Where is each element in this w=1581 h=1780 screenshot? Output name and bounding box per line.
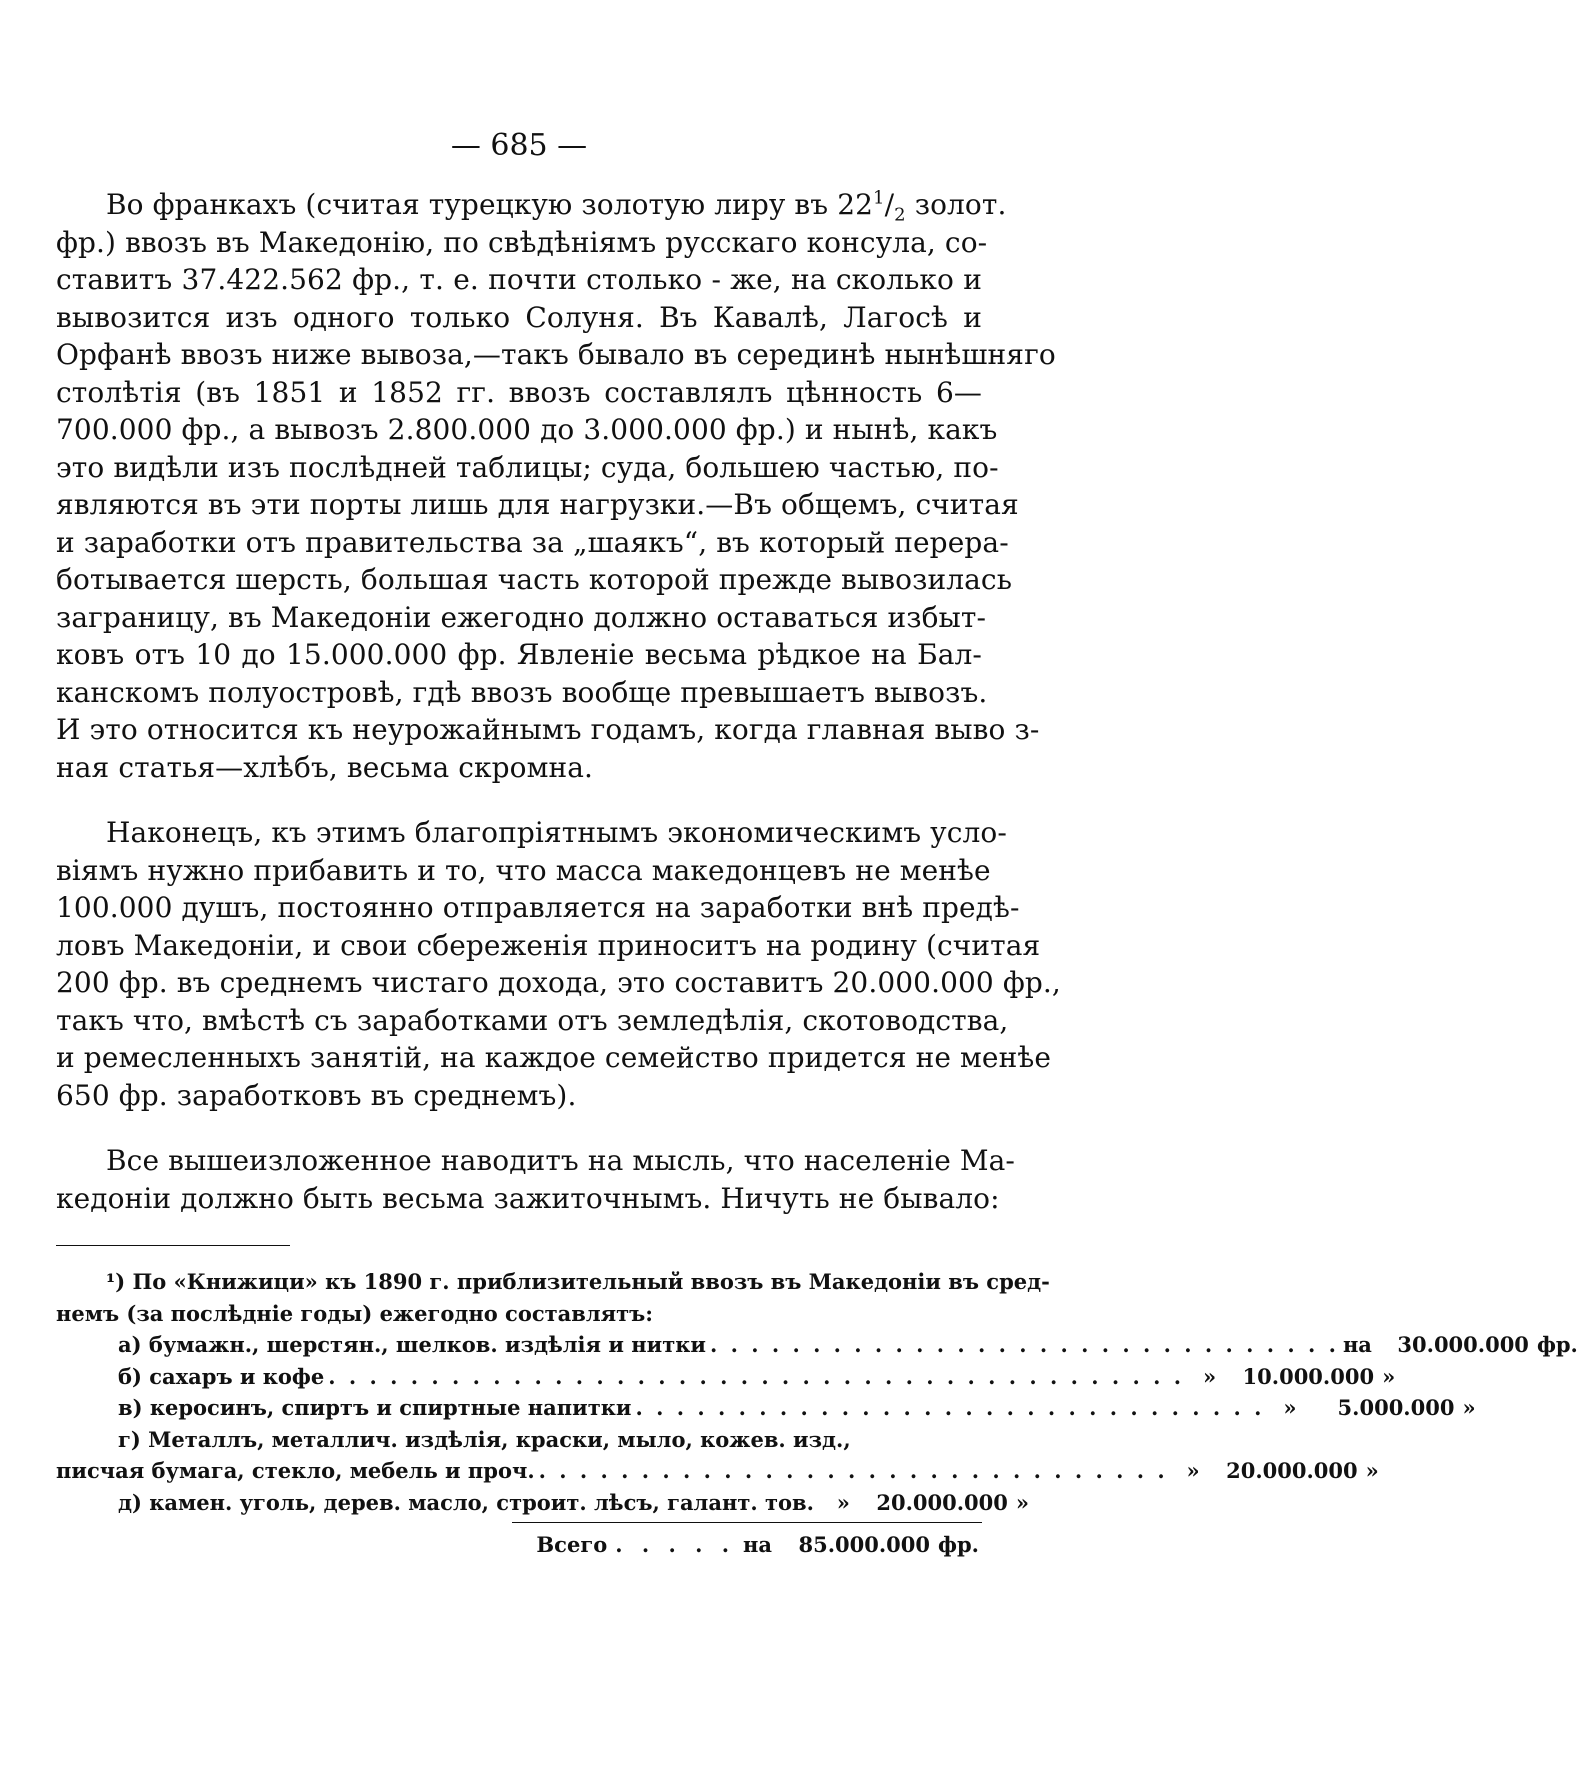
- text-line: вывозится изъ одного только Солуня. Въ Кавалѣ, Лагосѣ и: [56, 300, 982, 334]
- text-line: віямъ нужно прибавить и то, что масса македонцевъ не менѣе: [56, 853, 991, 887]
- text-line: Во франкахъ (считая турецкую золотую лиру въ $22^1/_2$ золот.: [106, 187, 1007, 226]
- fraction-numerator: 1: [873, 187, 885, 209]
- text-line-part: Во франкахъ (считая турецкую золотую лиру въ 22: [106, 188, 874, 221]
- text-line: являются въ эти порты лишь для нагрузки.—Въ общемъ, считая: [56, 488, 1019, 521]
- total-currency: фр.: [938, 1532, 979, 1557]
- footnote-item: [56, 1361, 1396, 1393]
- text-line: ловъ Македоніи, и свои сбереженія приноситъ на родину (считая: [56, 928, 1041, 962]
- leader-dots: . . . . . . . . . . . . . . . . . . . . . . . . . . . . . . . . . . . . . . . . . .: [328, 1363, 1185, 1389]
- text-line: И это относится къ неурожайнымъ годамъ, когда главная выво з-: [56, 713, 1040, 746]
- item-mark: на: [1342, 1332, 1372, 1357]
- total-mark: на: [743, 1532, 772, 1557]
- item-description: писчая бумага, стекло, мебель и проч.: [56, 1458, 535, 1483]
- paragraph-2: [56, 814, 1061, 1114]
- item-currency: »: [1462, 1395, 1476, 1420]
- text-line: Орфанѣ ввозъ ниже вывоза,—такъ бывало въ серединѣ нынѣшняго: [56, 338, 1056, 371]
- footnote-separator: [56, 1245, 290, 1246]
- text-line: 200 фр. въ среднемъ чистаго дохода, это составитъ 20.000.000 фр.,: [56, 966, 1061, 999]
- text-line: канскомъ полуостровѣ, гдѣ ввозъ вообще превышаетъ вывозъ.: [56, 675, 988, 709]
- item-amount: 10.000.000: [1242, 1363, 1375, 1389]
- total-label: Всего: [536, 1532, 608, 1557]
- item-description: а) бумажн., шерстян., шелков. издѣлія и нитки: [118, 1332, 706, 1357]
- text-line: и ремесленныхъ занятій, на каждое семейство придется не менѣе: [56, 1041, 1051, 1074]
- item-description-line: г) Металлъ, металлич. издѣлія, краски, мыло, кожев. изд.,: [118, 1426, 851, 1452]
- page: [56, 126, 1578, 1561]
- item-amount: 20.000.000: [1226, 1458, 1358, 1483]
- text-line: 700.000 фр., а вывозъ 2.800.000 до 3.000.000 фр.) и нынѣ, какъ: [56, 413, 998, 446]
- text-line: Все вышеизложенное наводитъ на мысль, что населеніе Ма-: [106, 1144, 1015, 1177]
- item-currency: »: [1365, 1458, 1379, 1483]
- footnote-intro-line: ¹) По «Книжици» къ 1890 г. приблизительный ввозъ въ Македоніи въ сред-: [106, 1269, 1050, 1294]
- leader-dots: . . . . . . . . . . . . . . . . . . . . . . . . . . . . . . .: [538, 1458, 1168, 1483]
- text-line: фр.) ввозъ въ Македонію, по свѣдѣніямъ русскаго консула, со-: [56, 225, 988, 259]
- paragraph-3: [56, 1142, 1015, 1217]
- item-currency: »: [1382, 1363, 1396, 1389]
- text-line: столѣтія (въ 1851 и 1852 гг. ввозъ составлялъ цѣнность 6—: [56, 375, 982, 409]
- item-description: в) керосинъ, спиртъ и спиртные напитки: [118, 1395, 632, 1420]
- leader-dots: . . . . . . . . . . . . . . . . . . . . . . . . . . . . . . .: [709, 1332, 1339, 1357]
- footnote-total: [56, 1529, 982, 1561]
- text-line: ботывается шерсть, большая часть которой прежде вывозилась: [56, 563, 1013, 596]
- text-line: это видѣли изъ послѣдней таблицы; суда, большею частью, по-: [56, 450, 999, 484]
- text-line: такъ что, вмѣстѣ съ заработками отъ земледѣлія, скотоводства,: [56, 1003, 1009, 1037]
- text-line: 100.000 душъ, постоянно отправляется на заработки внѣ предѣ-: [56, 891, 1020, 924]
- footnote-item: [56, 1329, 1578, 1361]
- text-line: 650 фр. заработковъ въ среднемъ).: [56, 1078, 577, 1112]
- item-currency: »: [1015, 1489, 1030, 1515]
- item-amount: 5.000.000: [1337, 1395, 1455, 1420]
- item-mark: »: [1186, 1458, 1200, 1483]
- text-line: кедоніи должно быть весьма зажиточнымъ. Ничуть не бывало:: [56, 1181, 1000, 1215]
- item-description: д) камен. уголь, дерев. масло, строит. лѣсъ, галант. тов.: [118, 1489, 814, 1515]
- footnote-item-continued: [56, 1424, 982, 1456]
- text-line: ковъ отъ 10 до 15.000.000 фр. Явленіе весьма рѣдкое на Бал-: [56, 638, 982, 671]
- item-mark: »: [1283, 1395, 1297, 1420]
- item-description: б) сахаръ и кофе: [118, 1363, 325, 1389]
- leader-dots: . . . . .: [615, 1532, 736, 1557]
- text-line: и заработки отъ правительства за „шаякъ“, въ который перера-: [56, 525, 1009, 559]
- text-line-part: золот.: [905, 188, 1007, 221]
- text-line: Наконецъ, къ этимъ благопріятнымъ экономическимъ усло-: [106, 816, 1007, 849]
- footnote: [56, 1266, 1578, 1561]
- item-amount: 20.000.000: [876, 1489, 1008, 1515]
- paragraph-1: [56, 186, 1056, 786]
- leader-dots: . . . . . . . . . . . . . . . . . . . . . . . . . . . . . . .: [635, 1395, 1265, 1420]
- text-line: заграницу, въ Македоніи ежегодно должно оставаться избыт-: [56, 600, 987, 634]
- footnote-item: [56, 1455, 1379, 1487]
- item-mark: »: [836, 1489, 850, 1515]
- item-currency: фр.: [1536, 1332, 1578, 1357]
- total-rule: [512, 1522, 982, 1523]
- fraction-denominator: 2: [894, 204, 906, 226]
- item-amount: 30.000.000: [1397, 1332, 1529, 1357]
- footnote-item: [56, 1392, 1476, 1424]
- text-line: ная статья—хлѣбъ, весьма скромна.: [56, 750, 594, 784]
- text-line: ставитъ 37.422.562 фр., т. е. почти столько - же, на сколько и: [56, 263, 982, 296]
- item-mark: »: [1202, 1363, 1217, 1389]
- footnote-item: [56, 1487, 1030, 1519]
- footnote-intro-line: немъ (за послѣдніе годы) ежегодно составлятъ:: [56, 1300, 654, 1326]
- page-number: — 685 —: [450, 128, 588, 163]
- total-amount: 85.000.000: [798, 1532, 930, 1557]
